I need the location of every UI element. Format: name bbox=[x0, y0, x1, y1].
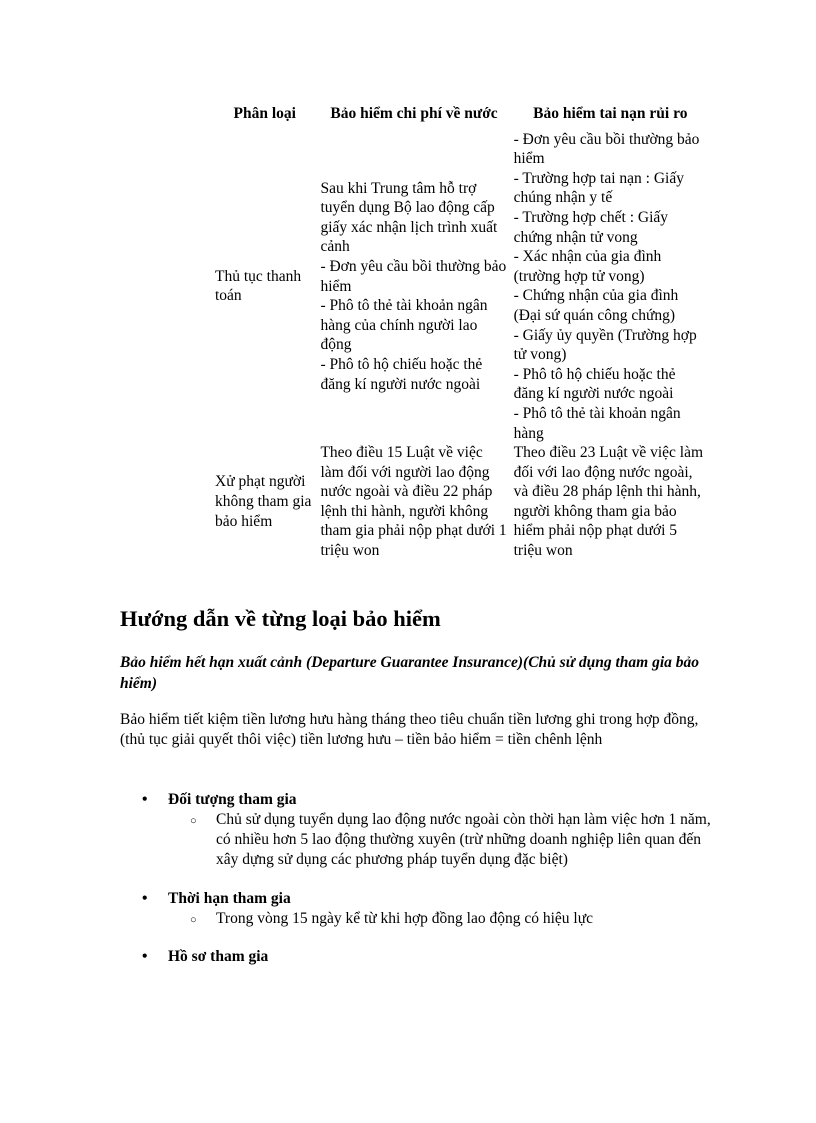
table-row-payment-procedure bbox=[212, 130, 710, 444]
paragraph-line: (thủ tục giải quyết thôi việc) tiền lương hưu – tiền bảo hiểm = tiền chênh lệnh bbox=[120, 731, 603, 748]
table-header-row bbox=[212, 104, 710, 130]
cell-line: Sau khi Trung tâm hỗ trợ tuyển dụng Bộ lao động cấp giấy xác nhận lịch trình xuất cảnh bbox=[320, 179, 498, 256]
bullet-title: Hồ sơ tham gia bbox=[168, 948, 269, 965]
circle-bullet-icon: ○ bbox=[190, 914, 197, 926]
cell-line: - Đơn yêu cầu bồi thường bảo hiểm bbox=[513, 130, 700, 168]
row-category-cell: Xử phạt người không tham gia bảo hiểm bbox=[215, 473, 312, 530]
cell-line: - Phô tô thẻ tài khoản ngân hàng của chính người lao động bbox=[320, 297, 488, 354]
bullet-detail: Chủ sử dụng tuyển dụng lao động nước ngoài còn thời hạn làm việc hơn 1 năm, có nhiều hơn 5 lao động thường xuyên (trừ những doanh nghiệp liên quan đến xây dựng sử dụng các phương pháp tuyển dụng đặc biệt) bbox=[216, 811, 711, 868]
table-row-penalty bbox=[212, 443, 710, 561]
cell-line: - Trường hợp chết : Giấy chứng nhận tử vong bbox=[513, 208, 669, 246]
circle-bullet-icon: ○ bbox=[190, 815, 197, 827]
accident-procedure-cell bbox=[511, 130, 710, 444]
bullet-documents bbox=[140, 947, 720, 967]
return-cost-penalty-cell bbox=[317, 443, 510, 561]
header-return-cost-insurance: Bảo hiểm chi phí về nước bbox=[330, 105, 498, 122]
cell-line: - Giấy ủy quyền (Trường hợp tử vong) bbox=[513, 326, 697, 364]
cell-line: - Phô tô thẻ tài khoản ngân hàng bbox=[513, 404, 681, 442]
bullet-title: Đối tượng tham gia bbox=[168, 791, 297, 808]
bullet-dot-icon: • bbox=[142, 791, 148, 808]
accident-penalty-cell bbox=[511, 443, 710, 561]
insurance-comparison-table bbox=[212, 104, 710, 561]
bullet-dot-icon: • bbox=[142, 890, 148, 907]
cell-line: Theo điều 15 Luật về việc làm đối với người lao động nước ngoài và điều 22 pháp lệnh thi hành, người không tham gia phải nộp phạt dưới 1 triệu won bbox=[320, 444, 507, 560]
cell-line: - Phô tô hộ chiếu hoặc thẻ đăng kí người nước ngoài bbox=[513, 365, 676, 403]
cell-line: - Phô tô hộ chiếu hoặc thẻ đăng kí người nước ngoài bbox=[320, 355, 483, 393]
bullet-title: Thời hạn tham gia bbox=[168, 890, 291, 907]
cell-line: - Trường hợp tai nạn : Giấy chúng nhận y tế bbox=[513, 169, 684, 207]
bullet-dot-icon: • bbox=[142, 948, 148, 965]
paragraph-line: Bảo hiểm tiết kiệm tiền lương hưu hàng tháng theo tiêu chuẩn tiền lương ghi trong hợp đồng, bbox=[120, 711, 699, 728]
row-category-cell: Thủ tục thanh toán bbox=[215, 267, 302, 305]
cell-line: Theo điều 23 Luật về việc làm đối với lao động nước ngoài, và điều 28 pháp lệnh thi hành, người không tham gia bảo hiểm phải nộp phạt dưới 5 triệu won bbox=[513, 444, 704, 560]
return-cost-procedure-cell bbox=[317, 130, 510, 444]
header-accident-insurance: Bảo hiểm tai nạn rủi ro bbox=[533, 105, 688, 122]
cell-line: - Đơn yêu cầu bồi thường bảo hiểm bbox=[320, 257, 507, 295]
bullet-period bbox=[140, 889, 720, 929]
section-heading: Hướng dẫn về từng loại bảo hiểm bbox=[120, 606, 441, 631]
header-category: Phân loại bbox=[233, 105, 296, 122]
bullet-participants bbox=[140, 790, 720, 870]
section-subtitle: Bảo hiểm hết hạn xuất cảnh (Departure Guarantee Insurance)(Chủ sử dụng tham gia bảo hiểm) bbox=[120, 654, 700, 692]
cell-line: - Xác nhận của gia đình (trường hợp tử vong) bbox=[513, 248, 662, 285]
cell-line: - Chứng nhận của gia đình (Đại sứ quán công chứng) bbox=[513, 287, 679, 324]
intro-paragraph bbox=[120, 710, 720, 750]
bullet-detail: Trong vòng 15 ngày kể từ khi hợp đồng lao động có hiệu lực bbox=[216, 910, 594, 927]
